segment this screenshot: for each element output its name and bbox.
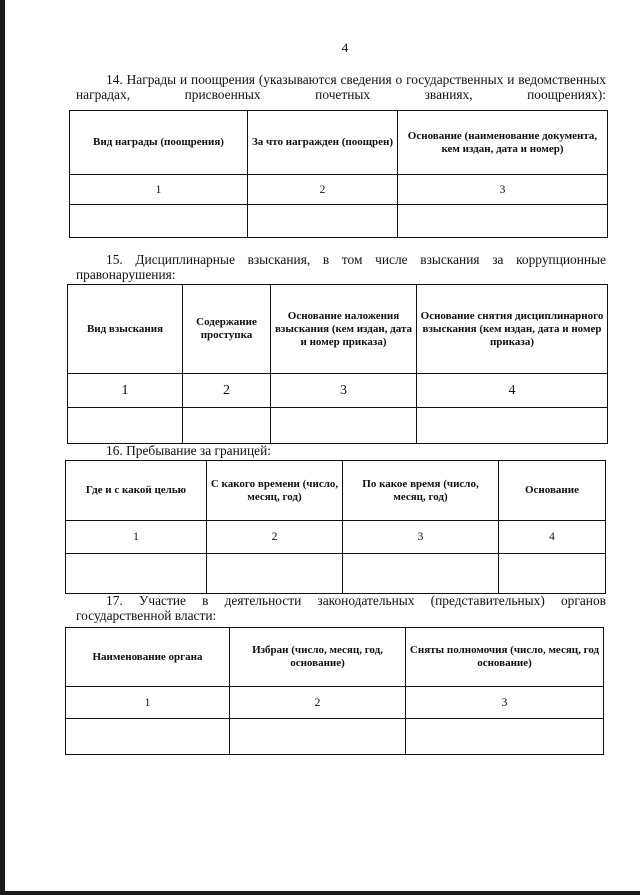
- scan-edge-bottom: [0, 891, 640, 895]
- header-cell: Наименование органа: [66, 628, 230, 687]
- header-cell: Где и с какой целью: [66, 461, 207, 521]
- header-cell: Содержание проступка: [183, 285, 271, 374]
- empty-cell: [406, 719, 604, 755]
- empty-cell: [271, 408, 417, 444]
- column-number: 4: [417, 374, 608, 408]
- section-14-heading: 14. Награды и поощрения (указываются сведения о государственных и ведомственных наградах, присвоенных почетных званиях, поощрениях):: [76, 72, 606, 102]
- abroad-table: [65, 460, 606, 594]
- header-cell: Вид награды (поощрения): [70, 111, 248, 175]
- header-cell: Основание снятия дисциплинарного взыскания (кем издан, дата и номер приказа): [417, 285, 608, 374]
- page-number: 4: [341, 40, 349, 55]
- column-number: 1: [70, 175, 248, 205]
- header-cell: С какого времени (число, месяц, год): [207, 461, 343, 521]
- header-cell: Основание (наименование документа, кем издан, дата и номер): [398, 111, 608, 175]
- column-number: 2: [248, 175, 398, 205]
- column-number: 3: [343, 521, 499, 554]
- empty-cell: [66, 719, 230, 755]
- column-number: 3: [398, 175, 608, 205]
- column-number: 3: [271, 374, 417, 408]
- column-number: 1: [66, 687, 230, 719]
- header-cell: Сняты полномочия (число, месяц, год основание): [406, 628, 604, 687]
- header-cell: Основание наложения взыскания (кем издан, дата и номер приказа): [271, 285, 417, 374]
- header-cell: По какое время (число, месяц, год): [343, 461, 499, 521]
- empty-cell: [499, 554, 606, 594]
- header-cell: Избран (число, месяц, год, основание): [230, 628, 406, 687]
- column-number: 1: [68, 374, 183, 408]
- empty-cell: [398, 205, 608, 238]
- column-number: 1: [66, 521, 207, 554]
- header-cell: Вид взыскания: [68, 285, 183, 374]
- header-cell: Основание: [499, 461, 606, 521]
- header-cell: За что награжден (поощрен): [248, 111, 398, 175]
- section-15-heading: 15. Дисциплинарные взыскания, в том числе взыскания за коррупционные правонарушения:: [76, 252, 606, 282]
- awards-table: [69, 110, 608, 238]
- empty-cell: [68, 408, 183, 444]
- column-number: 2: [207, 521, 343, 554]
- empty-cell: [417, 408, 608, 444]
- empty-cell: [343, 554, 499, 594]
- column-number: 2: [183, 374, 271, 408]
- empty-cell: [70, 205, 248, 238]
- empty-cell: [66, 554, 207, 594]
- column-number: 4: [499, 521, 606, 554]
- empty-cell: [207, 554, 343, 594]
- section-17-heading: 17. Участие в деятельности законодательных (представительных) органов государственной власти:: [76, 593, 606, 623]
- disciplinary-table: [67, 284, 608, 444]
- legislative-table: [65, 627, 604, 755]
- empty-cell: [248, 205, 398, 238]
- empty-cell: [183, 408, 271, 444]
- scan-edge-left: [0, 0, 5, 895]
- column-number: 3: [406, 687, 604, 719]
- column-number: 2: [230, 687, 406, 719]
- section-16-heading: 16. Пребывание за границей:: [106, 443, 271, 458]
- empty-cell: [230, 719, 406, 755]
